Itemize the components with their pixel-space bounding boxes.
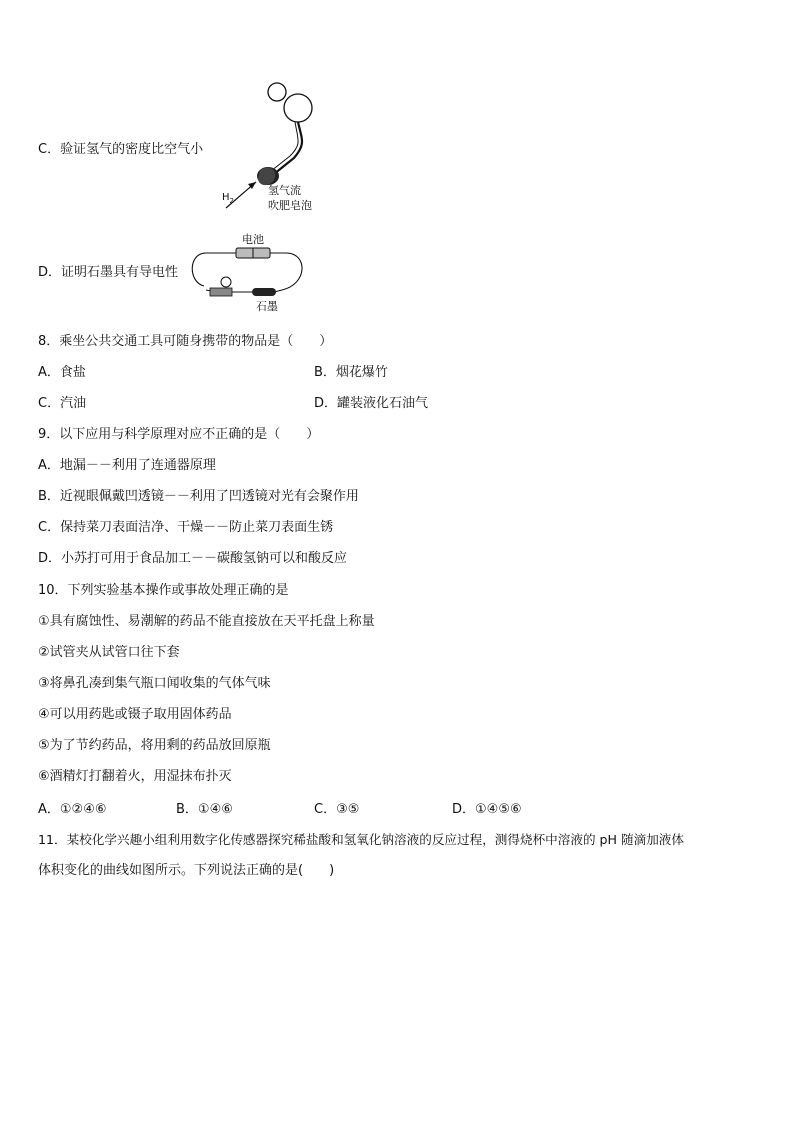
h2-label: $H_2$ <box>222 192 234 205</box>
hydrogen-bubble-figure <box>218 78 328 218</box>
q9-option-c: C．保持菜刀表面洁净、干燥－－防止菜刀表面生锈 <box>38 520 334 535</box>
q10-option-c: C．③⑤ <box>314 802 360 817</box>
q10-item-1: ①具有腐蚀性、易潮解的药品不能直接放在天平托盘上称量 <box>38 614 375 629</box>
graphite-label: 石墨 <box>256 300 278 313</box>
q10-item-4: ④可以用药匙或镊子取用固体药品 <box>38 707 232 722</box>
bulb-base <box>210 288 232 296</box>
flow-label-line2: 吹肥皂泡 <box>268 199 312 212</box>
large-bubble <box>284 94 312 122</box>
battery-label: 电池 <box>242 233 264 246</box>
q10-item-6: ⑥酒精灯打翻着火，用湿抹布扑灭 <box>38 769 232 784</box>
q10-item-5: ⑤为了节约药品，将用剩的药品放回原瓶 <box>38 738 271 753</box>
graphite-circuit-figure <box>186 230 310 314</box>
flow-label-line1: 氢气流 <box>268 184 301 197</box>
q9-option-b: B．近视眼佩戴凹透镜－－利用了凹透镜对光有会聚作用 <box>38 489 359 504</box>
q9-option-d: D．小苏打可用于食品加工－－碳酸氢钠可以和酸反应 <box>38 551 348 566</box>
q7-option-c: C．验证氢气的密度比空气小 <box>38 142 204 157</box>
q8-option-c: C．汽油 <box>38 396 87 411</box>
q10-item-3: ③将鼻孔凑到集气瓶口闻收集的气体气味 <box>38 676 271 691</box>
q9-option-a: A．地漏－－利用了连通器原理 <box>38 458 216 473</box>
q10-item-2: ②试管夹从试管口往下套 <box>38 645 180 660</box>
bulb <box>221 277 231 287</box>
graphite-rod <box>252 288 276 296</box>
q10-option-a: A．①②④⑥ <box>38 802 107 817</box>
q10-stem: 10．下列实验基本操作或事故处理正确的是 <box>38 583 289 598</box>
tube <box>274 122 302 174</box>
q9-stem: 9．以下应用与科学原理对应不正确的是（ ） <box>38 427 320 442</box>
q10-option-d: D．①④⑤⑥ <box>452 802 522 817</box>
q10-option-b: B．①④⑥ <box>176 802 233 817</box>
q8-stem: 8．乘坐公共交通工具可随身携带的物品是（ ） <box>38 334 333 349</box>
q8-option-a: A．食盐 <box>38 365 86 380</box>
small-bubble <box>268 83 286 101</box>
q11-stem-line2: 体积变化的曲线如图所示。下列说法正确的是( ) <box>38 863 335 878</box>
q11-stem-line1: 11．某校化学兴趣小组利用数字化传感器探究稀盐酸和氢氧化钠溶液的反应过程，测得烧杯中溶液的 pH 随滴加液体 <box>38 832 684 847</box>
circuit-wire <box>192 253 302 292</box>
q8-option-b: B．烟花爆竹 <box>314 365 388 380</box>
q8-option-d: D．罐装液化石油气 <box>314 396 429 411</box>
q7-option-d: D．证明石墨具有导电性 <box>38 265 179 280</box>
